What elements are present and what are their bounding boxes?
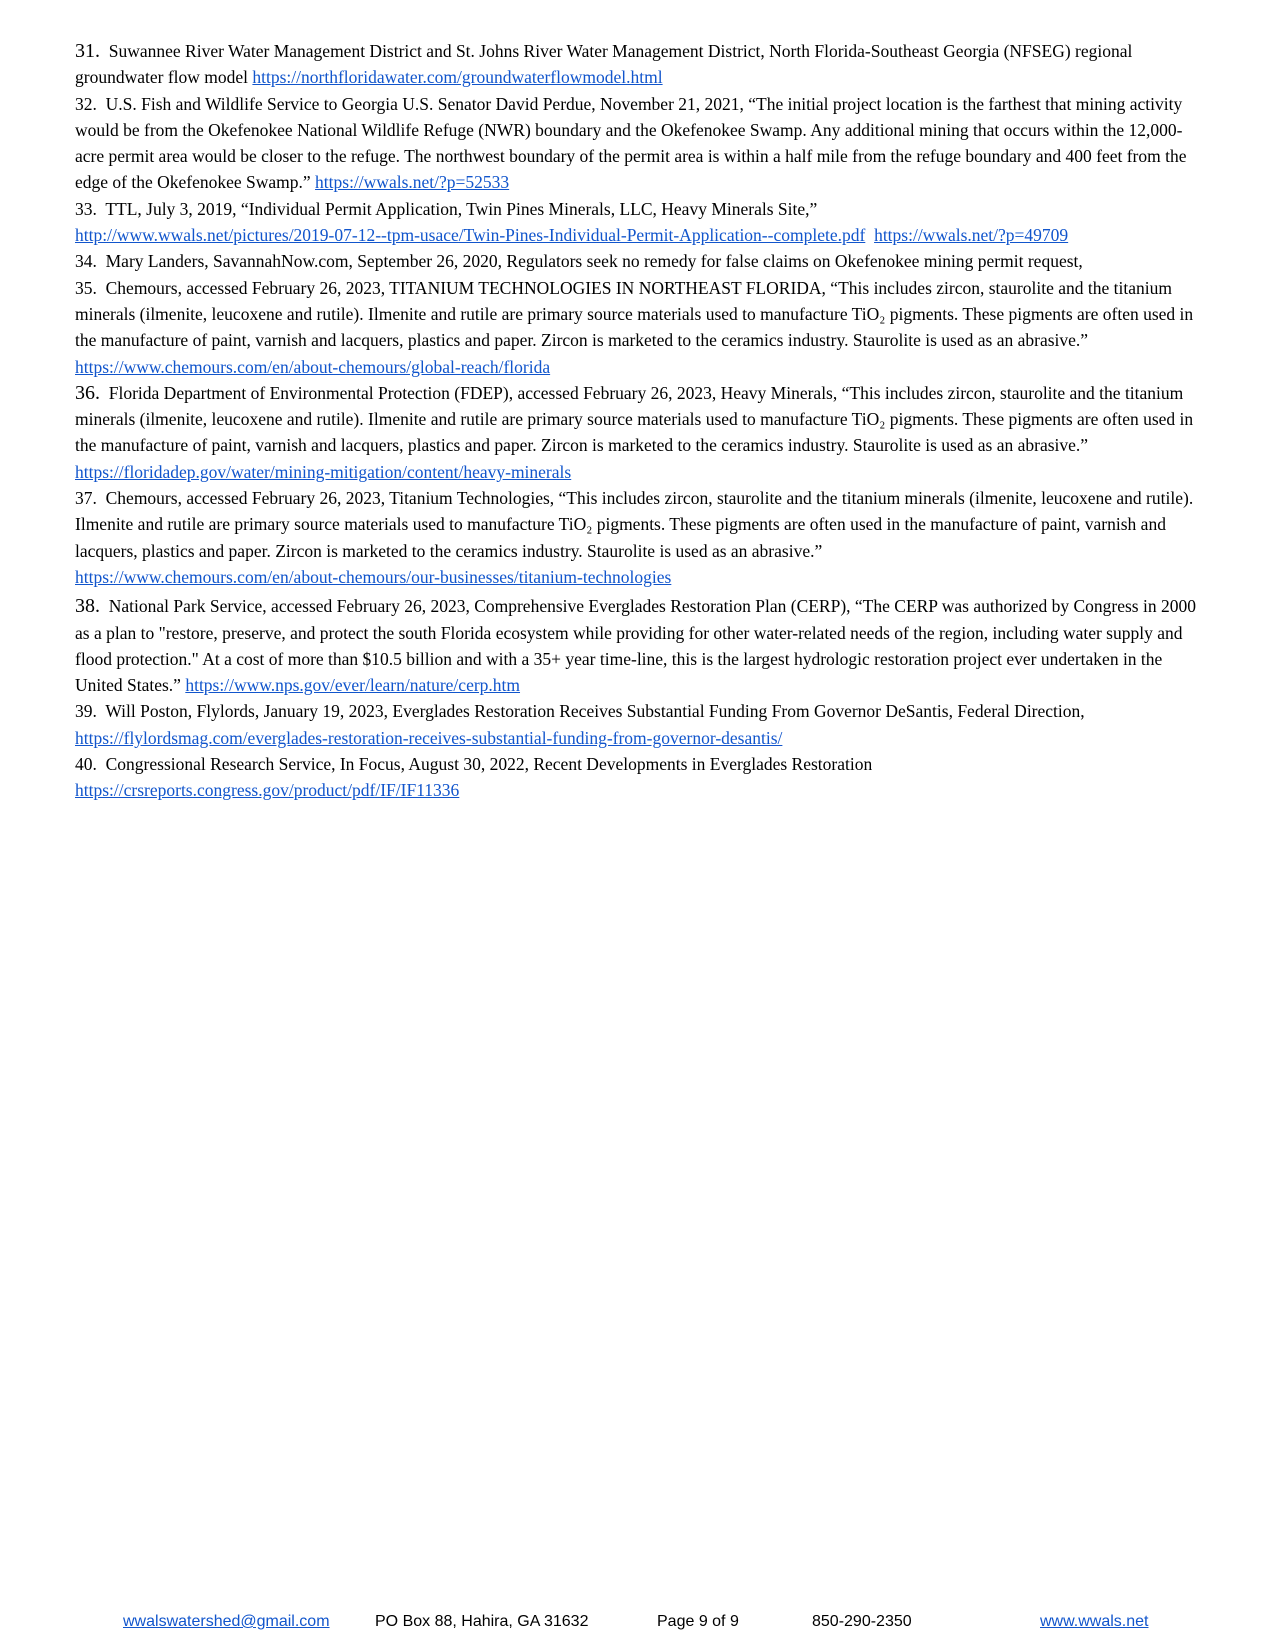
reference-link[interactable]: https://www.nps.gov/ever/learn/nature/cerp.htm xyxy=(185,675,521,696)
footer-page-number: Page 9 of 9 xyxy=(657,1613,739,1630)
reference-text: Chemours, accessed February 26, 2023, Titanium Technologies, “This includes zircon, staurolite and the titanium minerals (ilmenite, leucoxene and rutile). Ilmenite and rutile are primary source materials used to manufacture TiO₂ pigments. These pigments are often used in the manufacture of paint, varnish and lacquers, plastics and paper. Zircon is marketed to the ceramics industry. Staurolite is used as an abrasive.” xyxy=(75,488,1194,561)
reference-link[interactable]: https://wwals.net/?p=49709 xyxy=(874,225,1069,246)
reference-37 xyxy=(75,485,1205,590)
footer-address: PO Box 88, Hahira, GA 31632 xyxy=(375,1613,589,1630)
reference-40 xyxy=(75,751,1205,804)
reference-number: 35. xyxy=(75,277,97,298)
page-footer xyxy=(0,1613,1275,1639)
reference-number: 39. xyxy=(75,701,97,722)
reference-number: 37. xyxy=(75,488,97,509)
reference-link[interactable]: https://www.chemours.com/en/about-chemours/our-businesses/titanium-technologies xyxy=(75,566,672,587)
footer-email-link[interactable]: wwalswatershed@gmail.com xyxy=(123,1613,330,1630)
reference-number: 33. xyxy=(75,198,97,219)
reference-text: U.S. Fish and Wildlife Service to Georgia U.S. Senator David Perdue, November 21, 2021, “The initial project location is the farthest that mining activity would be from the Okefenokee National Wildlife Refuge (NWR) boundary and the Okefenokee Swamp. Any additional mining that occurs within the 12,000-acre permit area would be closer to the refuge. The northwest boundary of the permit area is within a half mile from the refuge boundary and 400 feet from the edge of the Okefenokee Swamp.” xyxy=(75,93,1187,193)
reference-link[interactable]: https://www.chemours.com/en/about-chemours/global-reach/florida xyxy=(75,356,551,377)
reference-link[interactable]: https://wwals.net/?p=52533 xyxy=(315,172,510,193)
footer-phone: 850-290-2350 xyxy=(812,1613,912,1630)
reference-list xyxy=(75,38,1205,804)
reference-link[interactable]: https://northfloridawater.com/groundwaterflowmodel.html xyxy=(252,67,663,88)
reference-text: National Park Service, accessed February 26, 2023, Comprehensive Everglades Restoration Plan (CERP), “The CERP was authorized by Congress in 2000 as a plan to "restore, preserve, and protect the south Florida ecosystem while providing for other water-related needs of the region, including water supply and flood protection." At a cost of more than $10.5 billion and with a 35+ year time-line, this is the largest hydrologic restoration project ever undertaken in the United States.” xyxy=(75,596,1196,696)
reference-33 xyxy=(75,196,1205,249)
reference-34 xyxy=(75,248,1205,274)
reference-number: 38. xyxy=(75,595,100,618)
footer-website-link[interactable]: www.wwals.net xyxy=(1040,1613,1149,1630)
reference-link[interactable]: https://flylordsmag.com/everglades-restoration-receives-substantial-funding-from-governor-desantis/ xyxy=(75,727,783,748)
reference-38 xyxy=(75,593,1205,698)
reference-31 xyxy=(75,38,1205,91)
reference-link[interactable]: https://floridadep.gov/water/mining-mitigation/content/heavy-minerals xyxy=(75,461,572,482)
reference-text: Will Poston, Flylords, January 19, 2023, Everglades Restoration Receives Substantial Funding From Governor DeSantis, Federal Direction, xyxy=(105,701,1085,722)
reference-number: 40. xyxy=(75,754,97,775)
reference-36 xyxy=(75,380,1205,485)
reference-39 xyxy=(75,698,1205,751)
reference-number: 32. xyxy=(75,93,97,114)
reference-text: Chemours, accessed February 26, 2023, TITANIUM TECHNOLOGIES IN NORTHEAST FLORIDA, “This includes zircon, staurolite and the titanium minerals (ilmenite, leucoxene and rutile). Ilmenite and rutile are primary source materials used to manufacture TiO₂ pigments. These pigments are often used in the manufacture of paint, varnish and lacquers, plastics and paper. Zircon is marketed to the ceramics industry. Staurolite is used as an abrasive.” xyxy=(75,277,1194,351)
reference-link[interactable]: http://www.wwals.net/pictures/2019-07-12--tpm-usace/Twin-Pines-Individual-Permit-Application--complete.pdf xyxy=(75,225,866,246)
reference-text: Congressional Research Service, In Focus, August 30, 2022, Recent Developments in Everglades Restoration xyxy=(105,754,873,775)
reference-number: 36. xyxy=(75,381,100,404)
reference-text: Suwannee River Water Management District and St. Johns River Water Management District, North Florida-Southeast Georgia (NFSEG) regional groundwater flow model xyxy=(75,41,1133,88)
reference-links-row xyxy=(75,225,1068,245)
reference-text: Mary Landers, SavannahNow.com, September 26, 2020, Regulators seek no remedy for false claims on Okefenokee mining permit request, xyxy=(105,251,1083,272)
reference-number: 34. xyxy=(75,251,97,272)
reference-text: Florida Department of Environmental Protection (FDEP), accessed February 26, 2023, Heavy Minerals, “This includes zircon, staurolite and the titanium minerals (ilmenite, leucoxene and rutile). Ilmenite and rutile are primary source materials used to manufacture TiO₂ pigments. These pigments are often used in the manufacture of paint, varnish and lacquers, plastics and paper. Zircon is marketed to the ceramics industry. Staurolite is used as an abrasive.” xyxy=(75,382,1194,456)
reference-number: 31. xyxy=(75,40,100,62)
reference-link[interactable]: https://crsreports.congress.gov/product/pdf/IF/IF11336 xyxy=(75,780,460,801)
reference-35 xyxy=(75,275,1205,380)
reference-text: TTL, July 3, 2019, “Individual Permit Application, Twin Pines Minerals, LLC, Heavy Minerals Site,” xyxy=(105,198,818,219)
reference-32 xyxy=(75,91,1205,196)
